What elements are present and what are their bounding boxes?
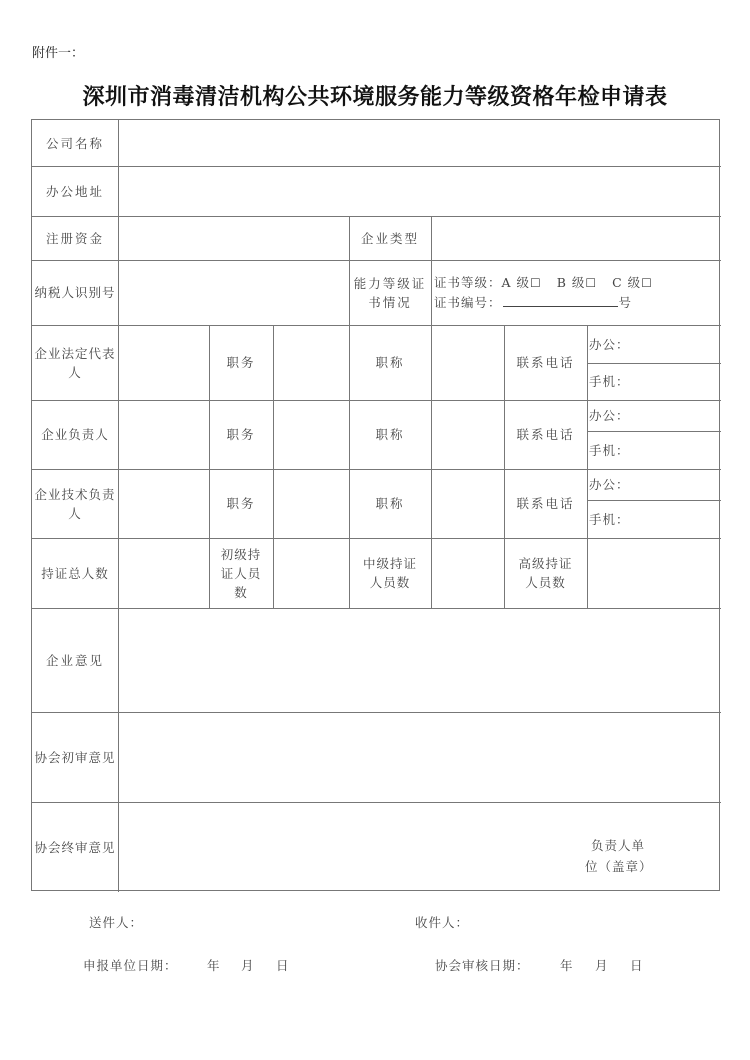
applicant-year-label: 年 bbox=[207, 958, 221, 973]
certificate-number-field[interactable] bbox=[503, 294, 618, 307]
association-initial-label: 协会初审意见 bbox=[34, 749, 116, 765]
level-b-option[interactable] bbox=[557, 275, 597, 290]
phone-label: 联系电话 bbox=[516, 496, 575, 511]
position-label: 职务 bbox=[226, 355, 256, 370]
position-label: 职务 bbox=[226, 496, 256, 511]
certificate-number-prefix: 证书编号： bbox=[434, 295, 502, 310]
association-day-label: 日 bbox=[630, 958, 644, 973]
mobile-phone-field[interactable]: 手机： bbox=[589, 374, 630, 389]
taxpayer-id-field[interactable] bbox=[119, 260, 349, 325]
level-a-option[interactable] bbox=[502, 275, 542, 290]
level-c-option[interactable] bbox=[612, 275, 653, 290]
position-field[interactable] bbox=[274, 400, 349, 469]
sender-field[interactable] bbox=[140, 908, 340, 930]
position-field[interactable] bbox=[274, 469, 349, 538]
level-a-label: A 级 bbox=[501, 275, 531, 290]
mobile-phone-field[interactable]: 手机： bbox=[589, 511, 630, 527]
association-final-label: 协会终审意见 bbox=[34, 839, 116, 855]
junior-certified-label: 初级持证人员数 bbox=[220, 546, 262, 600]
association-year-label: 年 bbox=[560, 958, 574, 973]
enterprise-head-label: 企业负责人 bbox=[41, 427, 109, 442]
level-b-label: B 级 bbox=[556, 275, 586, 290]
title-label: 职称 bbox=[375, 496, 405, 511]
level-b-checkbox[interactable]: ☐ bbox=[585, 276, 598, 290]
taxpayer-id-label: 纳税人识别号 bbox=[34, 285, 116, 300]
level-a-checkbox[interactable]: ☐ bbox=[530, 276, 542, 290]
certificate-number-suffix: 号 bbox=[618, 295, 633, 310]
association-date-label: 协会审核日期： bbox=[435, 958, 530, 973]
enterprise-type-field[interactable] bbox=[432, 216, 721, 260]
enterprise-head-field[interactable] bbox=[119, 400, 209, 469]
receiver-label: 收件人： bbox=[415, 915, 470, 930]
enterprise-type-label: 企业类型 bbox=[360, 230, 419, 246]
office-address-field[interactable] bbox=[119, 166, 721, 216]
legal-representative-field[interactable] bbox=[119, 325, 209, 400]
page-title: 深圳市消毒清洁机构公共环境服务能力等级资格年检申请表 bbox=[82, 85, 668, 110]
senior-certified-field[interactable] bbox=[588, 538, 721, 608]
certificate-level-prefix: 证书等级： bbox=[434, 275, 502, 290]
certificate-info bbox=[431, 260, 721, 325]
office-phone-field[interactable]: 办公： bbox=[589, 477, 630, 492]
certificate-level-line bbox=[434, 273, 653, 293]
enterprise-opinion-field[interactable] bbox=[119, 608, 721, 712]
office-phone-field[interactable]: 办公： bbox=[589, 408, 630, 423]
office-address-label: 办公地址 bbox=[45, 183, 104, 199]
certified-total-field[interactable] bbox=[119, 538, 209, 608]
applicant-day-label: 日 bbox=[276, 958, 290, 973]
title-field[interactable] bbox=[432, 469, 504, 538]
applicant-month-label: 月 bbox=[241, 958, 255, 973]
position-field[interactable] bbox=[274, 325, 349, 400]
technical-head-field[interactable] bbox=[119, 469, 209, 538]
application-form-table bbox=[31, 119, 720, 891]
company-name-label: 公司名称 bbox=[45, 135, 104, 151]
phone-label: 联系电话 bbox=[516, 355, 575, 370]
sender-label: 送件人： bbox=[89, 915, 144, 930]
mobile-phone-field[interactable]: 手机： bbox=[589, 442, 630, 458]
enterprise-opinion-label: 企业意见 bbox=[45, 652, 104, 668]
registered-capital-field[interactable] bbox=[119, 216, 349, 260]
intermediate-certified-label: 中级持证人员数 bbox=[363, 556, 418, 590]
applicant-date-label: 申报单位日期： bbox=[83, 958, 178, 973]
intermediate-certified-field[interactable] bbox=[432, 538, 504, 608]
technical-head-label: 企业技术负责人 bbox=[34, 486, 116, 521]
level-c-label: C 级 bbox=[612, 275, 642, 290]
title-field[interactable] bbox=[432, 325, 504, 400]
association-initial-field[interactable] bbox=[119, 712, 721, 802]
association-month-label: 月 bbox=[595, 958, 609, 973]
certificate-number-line bbox=[434, 293, 632, 312]
level-c-checkbox[interactable]: ☐ bbox=[641, 276, 653, 290]
legal-representative-label: 企业法定代表人 bbox=[34, 345, 116, 380]
senior-certified-label: 高级持证人员数 bbox=[518, 556, 573, 590]
certificate-status-label: 能力等级证书情况 bbox=[353, 275, 427, 310]
position-label: 职务 bbox=[226, 427, 256, 442]
office-phone-field[interactable]: 办公： bbox=[589, 336, 630, 352]
title-label: 职称 bbox=[375, 427, 405, 442]
receiver-field[interactable] bbox=[465, 908, 665, 930]
attachment-label: 附件一： bbox=[32, 46, 85, 61]
company-name-field[interactable] bbox=[119, 120, 721, 166]
registered-capital-label: 注册资金 bbox=[45, 230, 104, 246]
title-label: 职称 bbox=[375, 355, 405, 370]
title-field[interactable] bbox=[432, 400, 504, 469]
phone-label: 联系电话 bbox=[516, 427, 575, 442]
junior-certified-field[interactable] bbox=[274, 538, 349, 608]
certified-total-label: 持证总人数 bbox=[41, 565, 109, 581]
seal-note: 负责人单位（盖章） bbox=[585, 838, 653, 874]
